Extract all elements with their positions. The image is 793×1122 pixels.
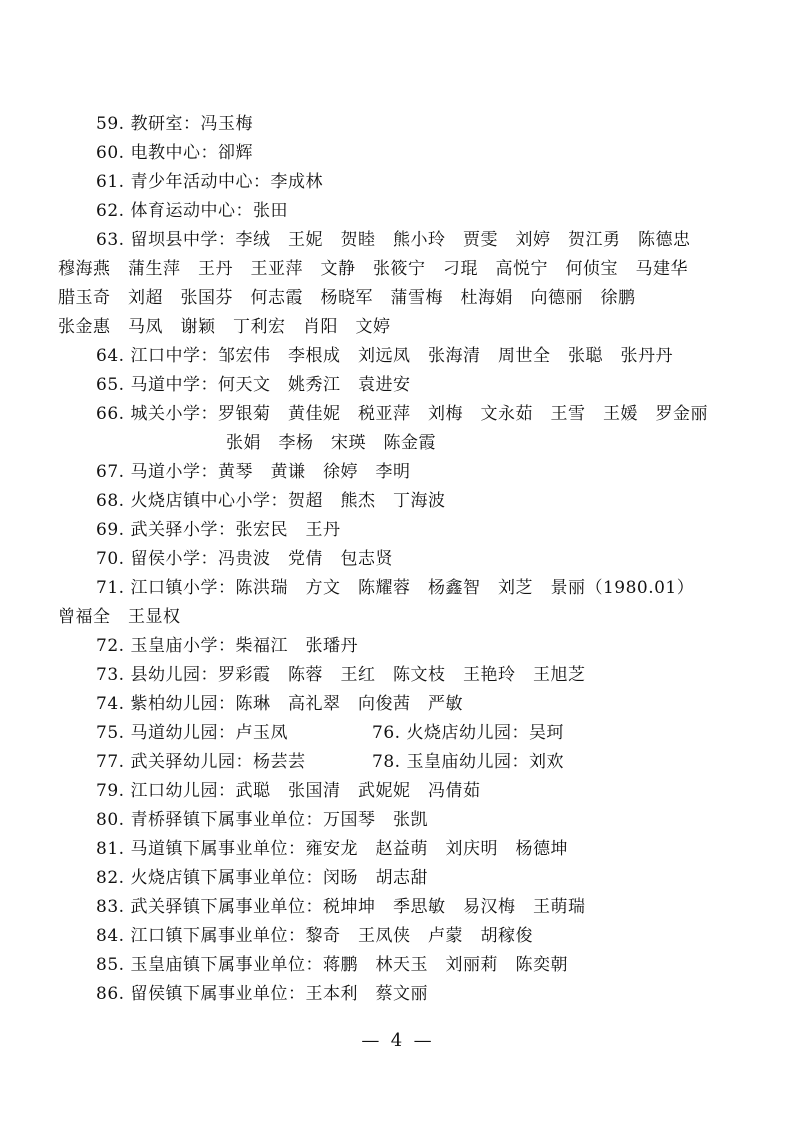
entry-70: 70. 留侯小学：冯贵波 党倩 包志贤 — [96, 549, 393, 569]
entry-82: 82. 火烧店镇下属事业单位：闵旸 胡志甜 — [96, 868, 428, 888]
entry-61: 61. 青少年活动中心：李成林 — [96, 172, 323, 192]
entry-64: 64. 江口中学：邹宏伟 李根成 刘远凤 张海清 周世全 张聪 张丹丹 — [96, 346, 673, 366]
entry-63-cont-1: 穆海燕 蒲生萍 王丹 王亚萍 文静 张筱宁 刁琨 高悦宁 何侦宝 马建华 — [58, 259, 688, 279]
entry-66: 66. 城关小学：罗银菊 黄佳妮 税亚萍 刘梅 文永茹 王雪 王媛 罗金丽 — [96, 404, 708, 424]
entry-76: 76. 火烧店幼儿园：吴珂 — [372, 723, 564, 743]
entry-83: 83. 武关驿镇下属事业单位：税坤坤 季思敏 易汉梅 王萌瑞 — [96, 897, 586, 917]
entry-80: 80. 青桥驿镇下属事业单位：万国琴 张凯 — [96, 810, 428, 830]
entry-63-cont-3: 张金惠 马凤 谢颖 丁利宏 肖阳 文婷 — [58, 317, 391, 337]
entry-79: 79. 江口幼儿园：武聪 张国清 武妮妮 冯倩茹 — [96, 781, 481, 801]
entry-71-cont: 曾福全 王显权 — [58, 607, 181, 627]
entry-67: 67. 马道小学：黄琴 黄谦 徐婷 李明 — [96, 462, 411, 482]
entry-73: 73. 县幼儿园：罗彩霞 陈蓉 王红 陈文枝 王艳玲 王旭芝 — [96, 665, 586, 685]
entry-60: 60. 电教中心：卻辉 — [96, 143, 253, 163]
entry-85: 85. 玉皇庙镇下属事业单位：蒋鹏 林天玉 刘丽莉 陈奕朝 — [96, 955, 568, 975]
entry-78: 78. 玉皇庙幼儿园：刘欢 — [372, 752, 564, 772]
entry-65: 65. 马道中学：何天文 姚秀江 袁进安 — [96, 375, 411, 395]
entry-59: 59. 教研室：冯玉梅 — [96, 114, 253, 134]
entry-63: 63. 留坝县中学：李绒 王妮 贺睦 熊小玲 贾雯 刘婷 贺江勇 陈德忠 — [96, 230, 691, 250]
entry-74: 74. 紫柏幼儿园：陈琳 高礼翠 向俊茜 严敏 — [96, 694, 463, 714]
entry-66-cont: 张娟 李杨 宋瑛 陈金霞 — [226, 433, 436, 453]
page-number: — 4 — — [361, 1030, 432, 1051]
entry-62: 62. 体育运动中心：张田 — [96, 201, 288, 221]
entry-75: 75. 马道幼儿园：卢玉凤 — [96, 723, 288, 743]
entry-81: 81. 马道镇下属事业单位：雍安龙 赵益萌 刘庆明 杨德坤 — [96, 839, 568, 859]
entry-71: 71. 江口镇小学：陈洪瑞 方文 陈耀蓉 杨鑫智 刘芝 景丽（1980.01） — [96, 578, 695, 598]
entry-84: 84. 江口镇下属事业单位：黎奇 王凤侠 卢蒙 胡稼俊 — [96, 926, 533, 946]
entry-68: 68. 火烧店镇中心小学：贺超 熊杰 丁海波 — [96, 491, 446, 511]
entry-63-cont-2: 腊玉奇 刘超 张国芬 何志霞 杨晓军 蒲雪梅 杜海娟 向德丽 徐鹏 — [58, 288, 636, 308]
entry-72: 72. 玉皇庙小学：柴福江 张璠丹 — [96, 636, 358, 656]
entry-69: 69. 武关驿小学：张宏民 王丹 — [96, 520, 341, 540]
entry-86: 86. 留侯镇下属事业单位：王本利 蔡文丽 — [96, 984, 428, 1004]
entry-77: 77. 武关驿幼儿园：杨芸芸 — [96, 752, 306, 772]
